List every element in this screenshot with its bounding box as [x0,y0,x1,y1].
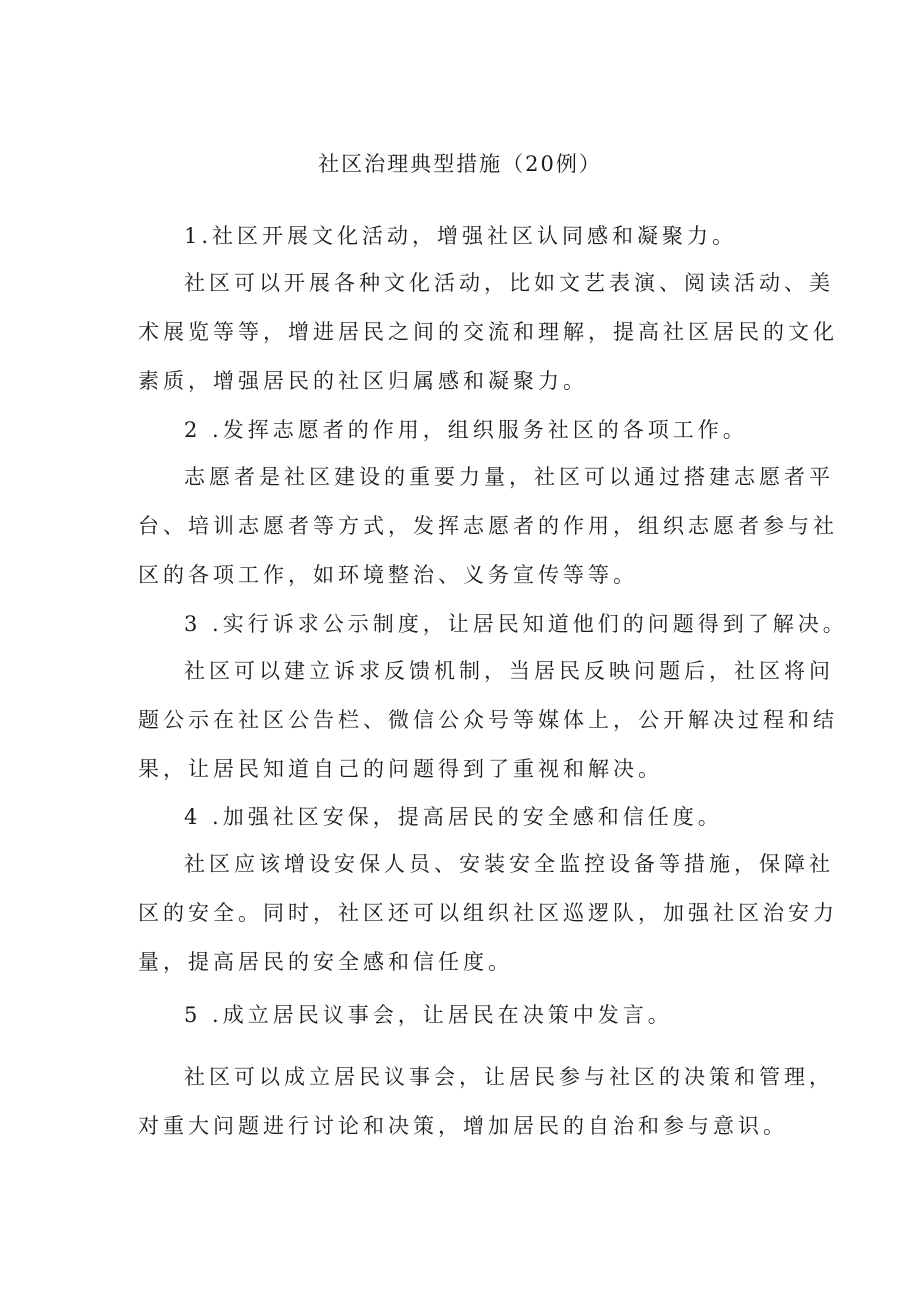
section-3-body-line: 题公示在社区公告栏、微信公众号等媒体上，公开解决过程和结 [138,708,838,732]
section-2-heading: 2 .发挥志愿者的作用，组织服务社区的各项工作。 [184,418,748,442]
section-2-body-line: 志愿者是社区建设的重要力量，社区可以通过搭建志愿者平 [184,465,834,489]
section-5-heading: 5 .成立居民议事会，让居民在决策中发言。 [184,1003,673,1027]
section-1-body-line: 术展览等等，增进居民之间的交流和理解，提高社区居民的文化 [138,320,838,344]
section-3-body-line: 果，让居民知道自己的问题得到了重视和解决。 [138,757,663,781]
section-1-body-line: 素质，增强居民的社区归属感和凝聚力。 [138,369,588,393]
section-1-body-line: 社区可以开展各种文化活动，比如文艺表演、阅读活动、美 [184,271,834,295]
section-5-body-line: 社区可以成立居民议事会，让居民参与社区的决策和管理， [184,1065,834,1089]
section-3-heading: 3 .实行诉求公示制度，让居民知道他们的问题得到了解决。 [184,612,848,636]
section-4-body-line: 量，提高居民的安全感和信任度。 [138,950,513,974]
section-5-body-line: 对重大问题进行讨论和决策，增加居民的自治和参与意识。 [138,1114,788,1138]
section-4-heading: 4 .加强社区安保，提高居民的安全感和信任度。 [184,805,723,829]
section-2-body-line: 区的各项工作，如环境整治、义务宣传等等。 [138,563,638,587]
section-4-body-line: 社区应该增设安保人员、安装安全监控设备等措施，保障社 [184,852,834,876]
document-title: 社区治理典型措施（20例） [318,152,602,176]
section-1-heading: 1.社区开展文化活动，增强社区认同感和凝聚力。 [184,224,738,248]
section-3-body-line: 社区可以建立诉求反馈机制，当居民反映问题后，社区将问 [184,659,834,683]
section-4-body-line: 区的安全。同时，社区还可以组织社区巡逻队，加强社区治安力 [138,901,838,925]
section-2-body-line: 台、培训志愿者等方式，发挥志愿者的作用，组织志愿者参与社 [138,514,838,538]
